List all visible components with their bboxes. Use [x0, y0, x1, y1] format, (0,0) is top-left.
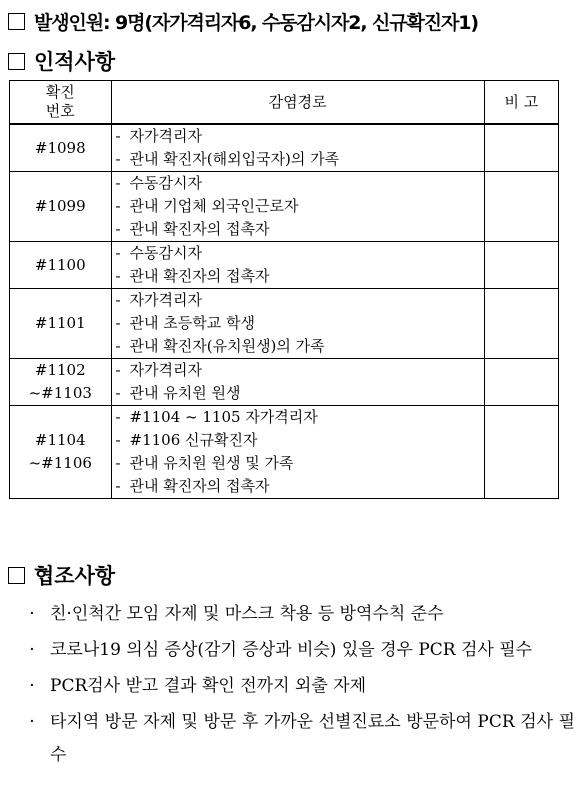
header-infection-route: 감염경로 — [111, 81, 484, 125]
bullet-icon: · — [29, 712, 35, 732]
route-line — [116, 475, 484, 498]
bullet-icon: · — [29, 640, 35, 660]
case-number: #1101 — [34, 314, 86, 332]
route-text: 관내 확진자의 접촉자 — [129, 220, 270, 238]
remarks-cell — [484, 359, 558, 406]
case-number-cell — [10, 124, 112, 172]
list-item — [20, 706, 575, 772]
infection-route-cell — [111, 242, 484, 289]
dash-marker: - — [115, 314, 121, 332]
route-line — [116, 195, 484, 218]
dash-marker: - — [115, 150, 121, 168]
dash-marker: - — [115, 454, 121, 472]
dash-marker: - — [115, 337, 121, 355]
list-item-text: 코로나19 의심 증상(감기 증상과 비슷) 있을 경우 PCR 검사 필수 — [50, 640, 533, 660]
table-row — [10, 242, 559, 289]
personal-info-heading — [8, 46, 115, 76]
table-row — [10, 359, 559, 406]
route-line — [116, 312, 484, 335]
checkbox-square-icon — [8, 567, 25, 584]
route-text: 수동감시자 — [129, 244, 202, 262]
case-number-cell — [10, 172, 112, 242]
route-text: 관내 초등학교 학생 — [129, 314, 255, 332]
list-item — [20, 634, 575, 667]
personal-info-heading-text: 인적사항 — [34, 50, 116, 74]
header-remarks: 비 고 — [484, 81, 558, 125]
route-line — [116, 172, 484, 195]
case-number: #1100 — [34, 255, 86, 274]
list-item-text: 타지역 방문 자제 및 방문 후 가까운 선별진료소 방문하여 PCR 검사 필수 — [50, 712, 575, 765]
remarks-cell — [484, 406, 558, 499]
table-row — [10, 289, 559, 359]
route-text: 관내 확진자(유치원생)의 가족 — [129, 337, 325, 355]
case-number: #1099 — [34, 197, 86, 215]
cooperation-heading-text: 협조사항 — [34, 564, 116, 588]
route-text: 수동감시자 — [129, 174, 202, 192]
case-table — [9, 80, 559, 499]
route-text: 관내 유치원 원생 및 가족 — [129, 454, 294, 472]
route-line — [116, 382, 484, 405]
dash-marker: - — [115, 244, 121, 262]
list-item-text: 친·인척간 모임 자제 및 마스크 착용 등 방역수칙 준수 — [50, 604, 444, 624]
route-line — [116, 429, 484, 452]
case-number: #1104 — [34, 431, 86, 449]
list-item — [20, 670, 575, 703]
status-heading-text: 발생인원: 9명(자가격리자6, 수동감시자2, 신규확진자1) — [34, 12, 479, 34]
remarks-cell — [484, 124, 558, 172]
route-text: #1106 신규확진자 — [129, 431, 258, 449]
case-number: ~#1106 — [28, 454, 92, 472]
remarks-cell — [484, 172, 558, 242]
checkbox-square-icon — [8, 13, 25, 30]
header-case-number — [10, 81, 112, 125]
dash-marker: - — [115, 127, 121, 145]
route-line — [116, 242, 484, 265]
case-number-cell — [10, 359, 112, 406]
header-case-number-line2: 번호 — [45, 102, 75, 120]
case-number: #1098 — [34, 138, 86, 157]
remarks-cell — [484, 242, 558, 289]
list-item — [20, 598, 575, 631]
route-line — [116, 265, 484, 288]
case-number: ~#1103 — [28, 384, 92, 402]
route-text: 관내 유치원 원생 — [129, 384, 241, 402]
route-line — [116, 148, 484, 171]
cooperation-heading — [8, 560, 115, 590]
route-text: 관내 확진자의 접촉자 — [129, 267, 270, 285]
route-text: #1104 ~ 1105 자가격리자 — [129, 408, 318, 426]
dash-marker: - — [115, 291, 121, 309]
route-line — [116, 289, 484, 312]
dash-marker: - — [115, 431, 121, 449]
route-line — [116, 452, 484, 475]
infection-route-cell — [111, 359, 484, 406]
table-row — [10, 124, 559, 172]
route-line — [116, 125, 484, 148]
status-heading — [8, 8, 478, 35]
case-number: #1102 — [34, 361, 86, 379]
dash-marker: - — [115, 220, 121, 238]
route-line — [116, 335, 484, 358]
infection-route-cell — [111, 406, 484, 499]
route-text: 자가격리자 — [129, 361, 202, 379]
route-text: 관내 확진자의 접촉자 — [129, 477, 270, 495]
bullet-icon: · — [29, 676, 35, 696]
bullet-icon: · — [29, 604, 35, 624]
header-case-number-line1: 확진 — [45, 83, 75, 101]
route-line — [116, 218, 484, 241]
infection-route-cell — [111, 172, 484, 242]
table-row — [10, 172, 559, 242]
table-body — [10, 124, 559, 499]
cooperation-list — [20, 598, 575, 775]
route-line — [116, 406, 484, 429]
case-number-cell — [10, 406, 112, 499]
case-number-cell — [10, 242, 112, 289]
route-text: 관내 확진자(해외입국자)의 가족 — [129, 150, 340, 168]
route-text: 자가격리자 — [129, 127, 202, 145]
route-text: 자가격리자 — [129, 291, 202, 309]
dash-marker: - — [115, 408, 121, 426]
table-row — [10, 406, 559, 499]
route-text: 관내 기업체 외국인근로자 — [129, 197, 299, 215]
dash-marker: - — [115, 197, 121, 215]
list-item-text: PCR검사 받고 결과 확인 전까지 외출 자제 — [50, 676, 366, 696]
dash-marker: - — [115, 267, 121, 285]
dash-marker: - — [115, 384, 121, 402]
dash-marker: - — [115, 174, 121, 192]
remarks-cell — [484, 289, 558, 359]
infection-route-cell — [111, 289, 484, 359]
case-number-cell — [10, 289, 112, 359]
route-line — [116, 359, 484, 382]
checkbox-square-icon — [8, 53, 25, 70]
dash-marker: - — [115, 361, 121, 379]
table-header-row — [10, 81, 559, 125]
dash-marker: - — [115, 477, 121, 495]
infection-route-cell — [111, 124, 484, 172]
